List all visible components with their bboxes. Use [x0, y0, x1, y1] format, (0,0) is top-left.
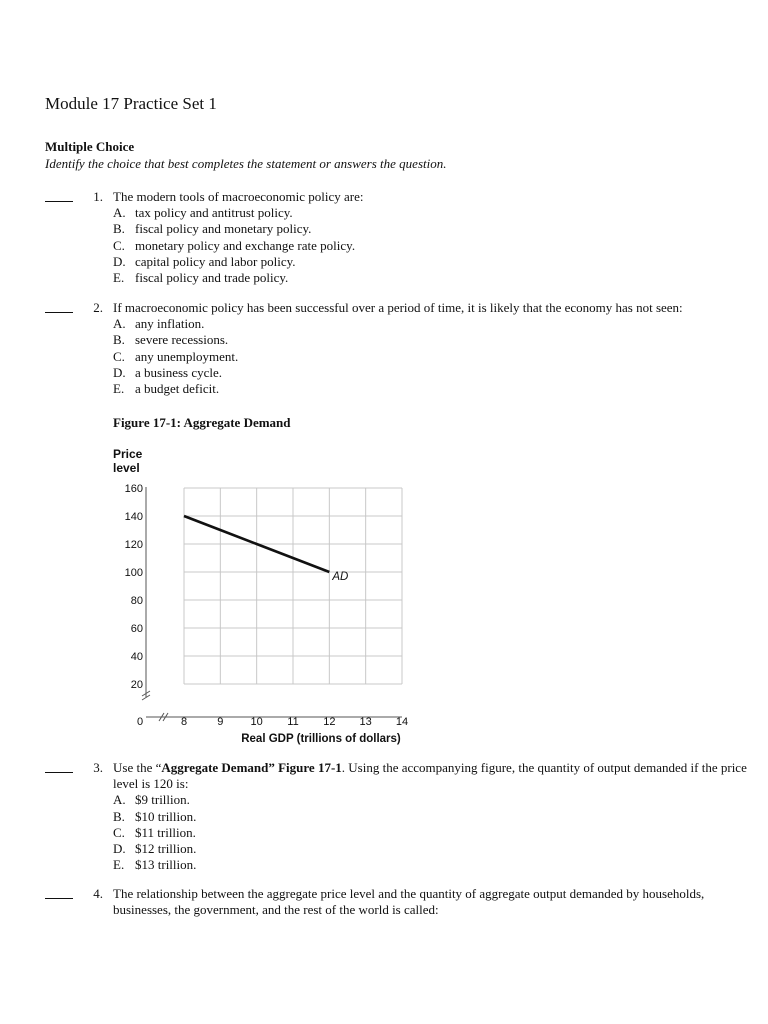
question-text: The modern tools of macroeconomic policy are:: [113, 189, 364, 204]
x-tick-label: 13: [359, 716, 372, 728]
page-title: Module 17 Practice Set 1: [45, 94, 217, 113]
choice-c[interactable]: C. $11 trillion.: [113, 824, 196, 840]
answer-blank-2[interactable]: [45, 300, 73, 313]
x-axis-label: Real GDP (trillions of dollars): [241, 733, 401, 745]
aggregate-demand-chart: [100, 440, 420, 750]
section-heading: Multiple Choice: [45, 139, 135, 154]
y-tick-label: 60: [130, 623, 143, 635]
choice-e[interactable]: E. a budget deficit.: [113, 381, 220, 397]
chart-labels: [113, 447, 408, 745]
question-text: The relationship between the aggregate price level and the quantity of aggregate output demanded by households, businesses, the government, and the rest of the world is called:: [113, 886, 705, 918]
question-number: 3.: [93, 760, 103, 775]
question-1: [45, 189, 763, 286]
choice-c[interactable]: C. monetary policy and exchange rate policy.: [113, 237, 356, 253]
answer-blank-3[interactable]: [45, 760, 73, 773]
question-number: 2.: [93, 300, 103, 315]
chart-axes: [142, 487, 402, 721]
y-tick-label: 160: [124, 483, 143, 495]
question-number: 1.: [93, 189, 103, 204]
choice-c[interactable]: C. any unemployment.: [113, 348, 239, 364]
origin-label: 0: [136, 716, 144, 728]
y-tick-label: 100: [124, 567, 143, 579]
y-axis-label: Price: [113, 447, 143, 461]
choice-b[interactable]: B. $10 trillion.: [113, 808, 197, 824]
x-tick-label: 9: [217, 716, 224, 728]
choice-b[interactable]: B. fiscal policy and monetary policy.: [113, 221, 312, 237]
x-tick-label: 14: [395, 716, 409, 728]
x-tick-label: 10: [250, 716, 263, 728]
series-label: AD: [332, 571, 349, 583]
question-text: Use the “Aggregate Demand” Figure 17-1. Using the accompanying figure, the quantity of output demanded if the price level is 120 is:: [113, 760, 747, 792]
figure-caption: Figure 17-1: Aggregate Demand: [113, 415, 291, 430]
question-3: [45, 760, 763, 873]
y-tick-label: 40: [130, 651, 143, 663]
x-tick-label: 11: [287, 716, 299, 728]
instructions-text: Identify the choice that best completes the statement or answers the question.: [45, 156, 447, 171]
question-text: If macroeconomic policy has been successful over a period of time, it is likely that the economy has not seen:: [113, 300, 683, 315]
choice-e[interactable]: E. fiscal policy and trade policy.: [113, 270, 289, 286]
y-axis-label: level: [113, 461, 140, 475]
choice-d[interactable]: D. a business cycle.: [113, 364, 223, 380]
choice-a[interactable]: A. any inflation.: [113, 316, 205, 332]
choice-d[interactable]: D. $12 trillion.: [113, 841, 197, 857]
choice-e[interactable]: E. $13 trillion.: [113, 857, 197, 873]
x-tick-label: 8: [180, 716, 188, 728]
y-tick-label: 20: [130, 679, 143, 691]
choice-b[interactable]: B. severe recessions.: [113, 332, 229, 348]
chart-grid: [184, 488, 402, 684]
y-tick-label: 140: [124, 511, 143, 523]
question-4: [45, 886, 713, 918]
y-tick-label: 120: [124, 539, 143, 551]
y-tick-label: 80: [130, 595, 143, 607]
choice-a[interactable]: A. $9 trillion.: [113, 792, 190, 808]
question-2: [45, 300, 763, 397]
answer-blank-4[interactable]: [45, 886, 73, 899]
answer-blank-1[interactable]: [45, 189, 73, 202]
choice-d[interactable]: D. capital policy and labor policy.: [113, 253, 296, 269]
choice-a[interactable]: A. tax policy and antitrust policy.: [113, 205, 293, 221]
x-tick-label: 12: [323, 716, 336, 728]
question-number: 4.: [93, 886, 103, 901]
